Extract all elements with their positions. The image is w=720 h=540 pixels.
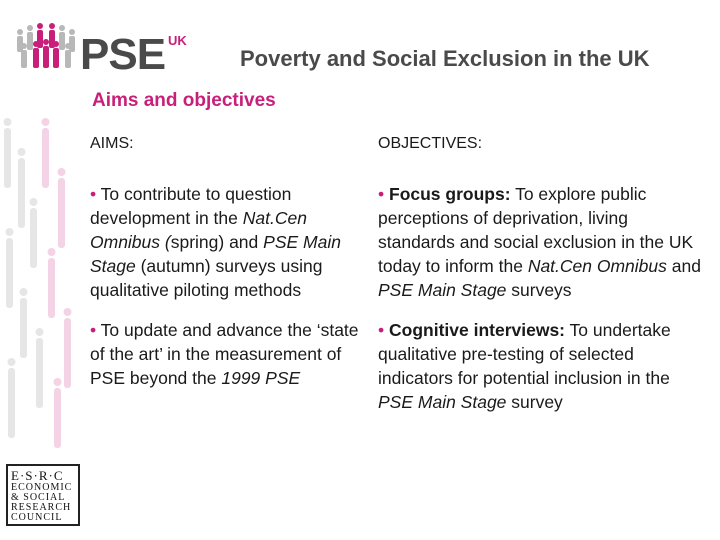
objectives-heading: OBJECTIVES: [378, 135, 483, 152]
objectives-item1-label: Focus groups: [384, 184, 511, 204]
people-figures-logo-icon [14, 22, 78, 72]
aims-column [90, 132, 360, 406]
bullet-icon: • [90, 320, 97, 340]
logo-uk-mark: UK [168, 33, 187, 48]
logo-wordmark: PSE [80, 30, 166, 79]
esrc-logo-line: E·S·R·C [11, 468, 64, 483]
objectives-item2-label: Cognitive interviews: [384, 320, 566, 340]
aims-item1-text-e: (autumn) surveys using qualitative piloting methods [90, 256, 323, 300]
bullet-icon: • [378, 184, 385, 204]
objectives-item1-text-c: and [666, 256, 701, 276]
objectives-item-cognitive-interviews [378, 318, 708, 414]
esrc-logo-line: & SOCIAL [11, 492, 66, 503]
aims-heading: AIMS: [90, 135, 134, 152]
objectives-item1-text-e: surveys [506, 280, 572, 300]
bullet-icon: • [90, 184, 97, 204]
objectives-item1-text-d: PSE Main Stage [378, 280, 507, 300]
objectives-item2-text-a: To undertake qualitative pre-testing of selected indicators for potential inclusion in the [378, 320, 671, 388]
esrc-logo-line: COUNCIL [11, 512, 63, 523]
aims-item1-text-a: To contribute to question development in the [90, 184, 292, 228]
header [0, 0, 720, 95]
aims-item1-text-b: Nat.Cen Omnibus ( [90, 208, 307, 252]
bullet-icon: • [378, 320, 385, 340]
decorative-people-silhouettes [0, 118, 90, 458]
aims-item2-text-b: 1999 PSE [221, 368, 301, 388]
aims-item1-text-d: PSE Main Stage [90, 232, 341, 276]
esrc-logo-line: RESEARCH [11, 502, 72, 513]
esrc-logo [6, 464, 80, 526]
objectives-column [378, 132, 708, 430]
objectives-item1-text-b: Nat.Cen Omnibus [527, 256, 667, 276]
objectives-item-focus-groups [378, 182, 708, 302]
aims-item1-text-c: spring) and [170, 232, 264, 252]
objectives-item1-text-a: To explore public perceptions of deprivation, living standards and social exclusion in the UK today to inform the [378, 184, 694, 276]
aims-item-question-development [90, 182, 360, 302]
objectives-item2-text-b: PSE Main Stage [378, 392, 507, 412]
aims-item-update-measurement [90, 318, 360, 390]
objectives-item2-text-c: survey [506, 392, 563, 412]
esrc-logo-line: ECONOMIC [11, 482, 73, 493]
aims-item2-text-a: To update and advance the ‘state of the art’ in the measurement of PSE beyond the [90, 320, 359, 388]
header-title: Poverty and Social Exclusion in the UK [240, 46, 650, 71]
slide-title: Aims and objectives [92, 90, 276, 111]
